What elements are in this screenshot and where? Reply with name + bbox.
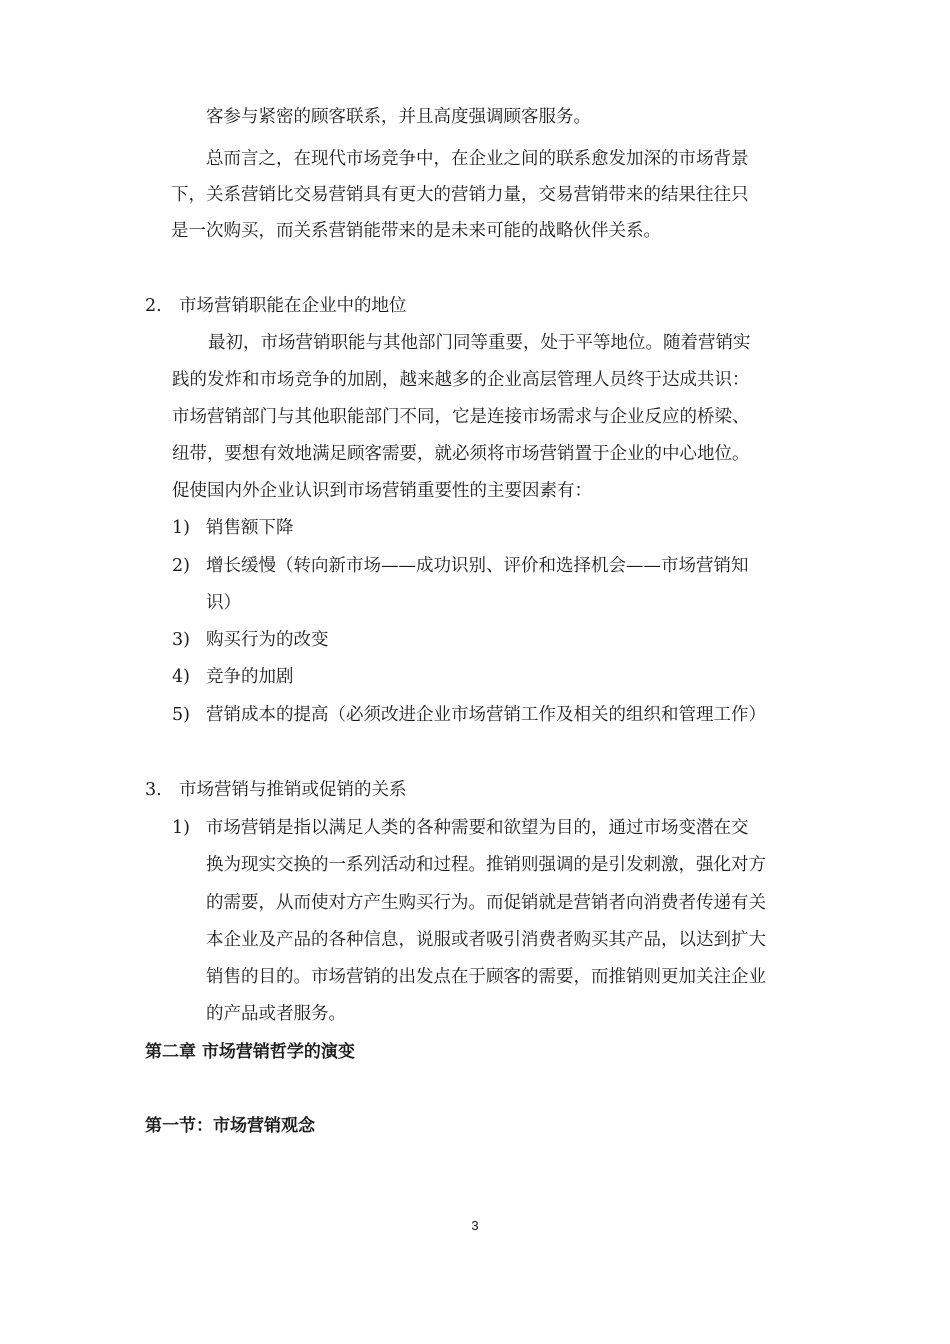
list-item: 5) 营销成本的提高（必须改进企业市场营销工作及相关的组织和管理工作） [172,705,766,725]
list-item: 1) 销售额下降 [172,518,294,538]
section-2-para-line-1: 最初，市场营销职能与其他部门同等重要，处于平等地位。随着营销实 [208,333,751,353]
section-2-para-line-2: 践的发炸和市场竞争的加剧，越来越多的企业高层管理人员终于达成共识： [172,370,750,390]
section-3-line: 销售的目的。市场营销的出发点在于顾客的需要，而推销则更加关注企业 [206,967,766,987]
section-3-line: 换为现实交换的一系列活动和过程。推销则强调的是引发刺激，强化对方 [206,855,766,875]
section-2-para-line-5: 促使国内外企业认识到市场营销重要性的主要因素有： [172,481,592,501]
section-3-line: 市场营销是指以满足人类的各种需要和欲望为目的，通过市场变潜在交 [206,818,749,838]
section-2-title: 市场营销职能在企业中的地位 [179,296,407,316]
section-2-heading [145,295,407,317]
section-2-number: 2. [145,296,162,316]
section-3-line: 的需要，从而使对方产生购买行为。而促销就是营销者向消费者传递有关 [206,893,766,913]
list-item-continuation: 识） [206,593,241,613]
section-3-title: 市场营销与推销或促销的关系 [179,780,407,800]
intro-line-3: 下，关系营销比交易营销具有更大的营销力量，交易营销带来的结果往往只 [171,185,749,205]
chapter-title: 第二章 市场营销哲学的演变 [145,1042,355,1062]
list-item: 2) 增长缓慢（转向新市场——成功识别、评价和选择机会——市场营销知 [172,556,749,576]
section-3-item-number: 1) [172,818,190,838]
section-3-number: 3. [145,780,162,800]
section-3-heading [145,779,407,801]
section-title: 第一节：市场营销观念 [145,1116,315,1136]
intro-line-2: 总而言之，在现代市场竞争中，在企业之间的联系愈发加深的市场背景 [206,149,749,169]
page-number: 3 [471,1218,479,1233]
intro-line-4: 是一次购买，而关系营销能带来的是未来可能的战略伙伴关系。 [171,221,661,241]
intro-line-1: 客参与紧密的顾客联系，并且高度强调顾客服务。 [206,107,591,127]
section-3-line: 本企业及产品的各种信息，说服或者吸引消费者购买其产品，以达到扩大 [206,930,766,950]
list-item: 4) 竞争的加剧 [172,667,294,687]
section-2-para-line-4: 纽带，要想有效地满足顾客需要，就必须将市场营销置于企业的中心地位。 [172,444,750,464]
section-3-line: 的产品或者服务。 [206,1004,346,1024]
section-2-para-line-3: 市场营销部门与其他职能部门不同，它是连接市场需求与企业反应的桥梁、 [172,407,750,427]
list-item: 3) 购买行为的改变 [172,630,329,650]
